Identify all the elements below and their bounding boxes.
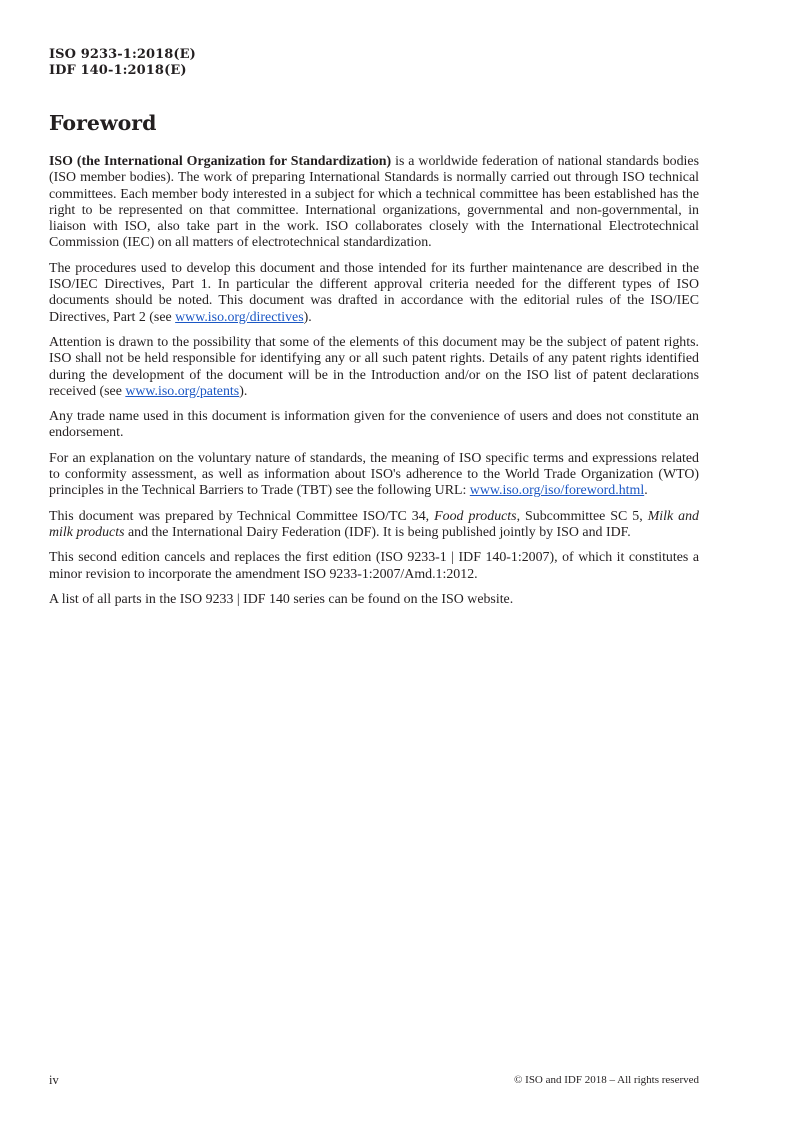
copyright-notice: © ISO and IDF 2018 – All rights reserved bbox=[514, 1074, 699, 1086]
milk-products-italic: Milk and milk products bbox=[49, 508, 699, 540]
paragraph-trade-name: Any trade name used in this document is information given for the convenience of users and does not constitute an endorsement. bbox=[49, 409, 699, 441]
paragraph-text: The procedures used to develop this document and those intended for its further maintenance are described in the ISO/IEC Directives, Part 1. In particular the different approval criteria needed for the different types of ISO documents should be noted. This document was drafted in accordance with the editorial rules of the ISO/IEC Directives, Part 2 (see bbox=[49, 260, 699, 325]
patents-link[interactable]: www.iso.org/patents bbox=[125, 383, 240, 399]
page-number: iv bbox=[49, 1073, 59, 1087]
paragraph-iso-intro bbox=[49, 154, 699, 252]
paragraph-procedures bbox=[49, 261, 699, 326]
food-products-italic: Food products bbox=[434, 508, 517, 524]
paragraph-text: and the International Dairy Federation (IDF). It is being published jointly by ISO and IDF. bbox=[124, 524, 631, 540]
paragraph-series-list: A list of all parts in the ISO 9233 | IDF 140 series can be found on the ISO website. bbox=[49, 591, 514, 607]
paragraph-voluntary-nature bbox=[49, 451, 699, 500]
page-title: Foreword bbox=[49, 111, 157, 135]
directives-link[interactable]: www.iso.org/directives bbox=[175, 309, 304, 325]
paragraph-patents bbox=[49, 335, 699, 400]
paragraph-text: . bbox=[644, 483, 648, 499]
paragraph-text: Attention is drawn to the possibility that some of the elements of this document may be the subject of patent rights. ISO shall not be held responsible for identifying any or all such patent rights. Details of any patent rights identified during the development of the document will be in the Introduction and/or on the ISO list of patent declarations received (see bbox=[49, 334, 699, 399]
paragraph-text: This document was prepared by Technical Committee ISO/TC 34, bbox=[49, 508, 435, 524]
paragraph-edition: This second edition cancels and replaces the first edition (ISO 9233-1 | IDF 140-1:2007), of which it constitutes a minor revision to incorporate the amendment ISO 9233-1:2007/Amd.1:2012. bbox=[49, 550, 699, 582]
paragraph-text: ). bbox=[303, 309, 312, 325]
paragraph-text: is a worldwide federation of national standards bodies (ISO member bodies). The work of preparing International Standards is normally carried out through ISO technical committees. Each member body interested in a subject for which a technical committee has been established has the right to be represented on that committee. International organizations, governmental and non-governmental, in liaison with ISO, also take part in the work. ISO collaborates closely with the International Electrotechnical Commission (IEC) on all matters of electrotechnical standardization. bbox=[49, 154, 699, 251]
paragraph-text: ). bbox=[239, 383, 248, 399]
document-identifier bbox=[49, 47, 196, 79]
iso-identifier: ISO 9233-1:2018(E) bbox=[49, 47, 196, 62]
iso-bold-name: ISO (the International Organization for Standardization) bbox=[49, 154, 392, 169]
foreword-link[interactable]: www.iso.org/iso/foreword.html bbox=[469, 483, 645, 499]
foreword-body bbox=[49, 154, 699, 617]
idf-identifier: IDF 140-1:2018(E) bbox=[49, 63, 187, 78]
paragraph-text: For an explanation on the voluntary nature of standards, the meaning of ISO specific terms and expressions related to conformity assessment, as well as information about ISO's adherence to the World Trade Organization (WTO) principles in the Technical Barriers to Trade (TBT) see the following URL: bbox=[49, 450, 699, 499]
paragraph-prepared-by bbox=[49, 509, 699, 542]
paragraph-text: , Subcommittee SC 5, bbox=[516, 508, 648, 524]
